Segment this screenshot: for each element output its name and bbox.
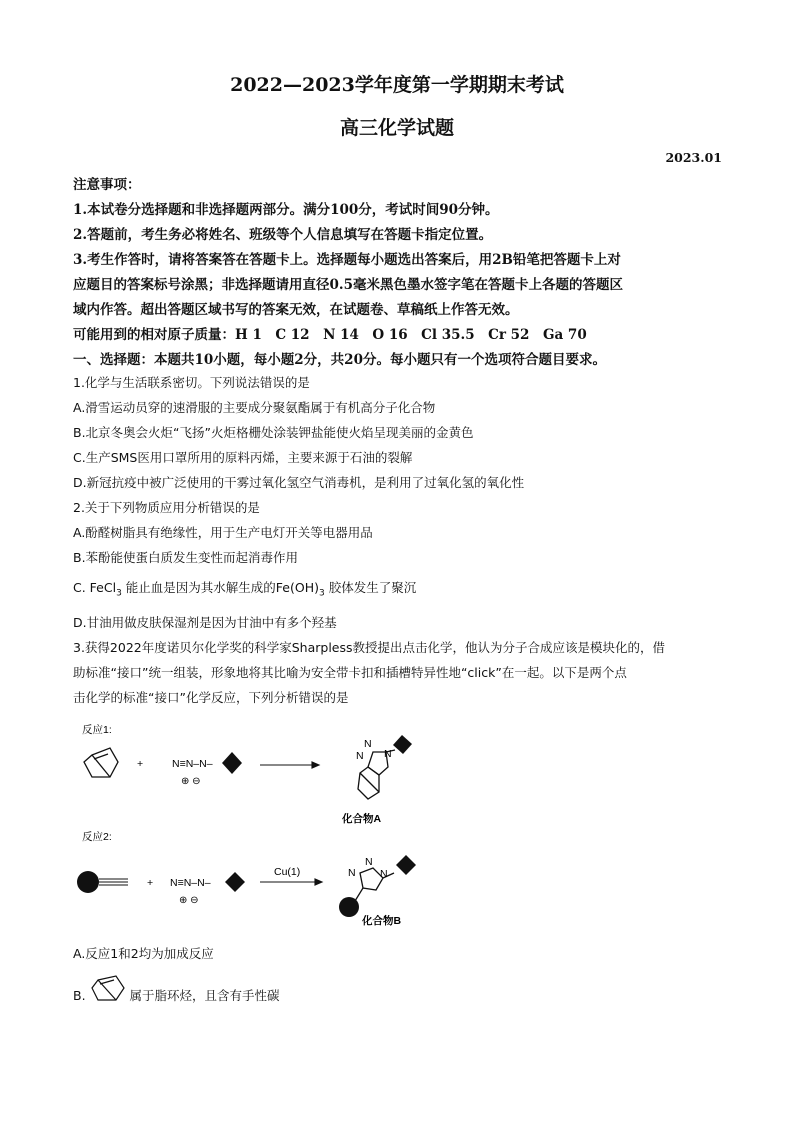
question-2-stem: 2.关于下列物质应用分析错误的是 — [73, 500, 260, 515]
hydroxide-group: (OH) — [289, 580, 319, 595]
notice-heading: 注意事项： — [73, 177, 141, 193]
question-1-option-d: D.新冠抗疫中被广泛使用的干雾过氧化氢空气消毒机，是利用了过氧化氢的氧化性 — [73, 475, 525, 490]
notice-item-2: 2.答题前，考生务必将姓名、班级等个人信息填写在答题卡指定位置。 — [73, 227, 493, 243]
question-1-option-a: A.滑雪运动员穿的速滑服的主要成分聚氨酯属于有机高分子化合物 — [73, 400, 436, 415]
norbornene-small-structure — [88, 974, 128, 1004]
atomic-masses: 可能用到的相对原子质量：H 1 C 12 N 14 O 16 Cl 35.5 Cr 52 Ga 70 — [73, 327, 587, 343]
compound-a-label: 化合物A — [342, 813, 382, 825]
compound-b-n2: N — [365, 856, 373, 868]
reaction-1 — [82, 723, 412, 825]
notice-item-3-line3: 域内作答。超出答题区域书写的答案无效，在试题卷、草稿纸上作答无效。 — [73, 302, 519, 318]
plus-sign-1: + — [137, 758, 144, 770]
question-2-option-a: A.酚醛树脂具有绝缘性，用于生产电灯开关等电器用品 — [73, 525, 373, 540]
subscript-3b: 3 — [318, 588, 325, 599]
notice-item-1: 1.本试卷分选择题和非选择题两部分。满分100分，考试时间90分钟。 — [73, 202, 499, 218]
catalyst-label: Cu(1) — [274, 866, 301, 878]
compound-b-structure — [355, 868, 394, 901]
compound-a-n2: N — [364, 738, 372, 750]
azide-charges-2: ⊕ ⊖ — [179, 895, 199, 906]
compound-b-n3: N — [380, 868, 388, 880]
option-c-middle: 能止血是因为其水解生成的Fe — [121, 580, 290, 595]
exam-title: 2022—2023学年度第一学期期末考试 — [230, 74, 564, 96]
question-1-option-c: C.生产SMS医用口罩所用的原料丙烯，主要来源于石油的裂解 — [73, 450, 413, 465]
reaction-1-label: 反应1: — [82, 724, 112, 736]
compound-a-n1: N — [356, 750, 364, 762]
subscript-3: 3 — [116, 588, 122, 599]
reaction-2-label: 反应2: — [82, 831, 112, 843]
arrow-2 — [260, 879, 322, 885]
azide-group-1: N≡N–N– — [172, 758, 213, 770]
question-2-option-c — [73, 578, 416, 599]
diamond-group-1 — [222, 752, 242, 774]
question-3-option-b — [73, 978, 280, 1010]
question-3-stem-line1: 3.获得2022年度诺贝尔化学奖的科学家Sharpless教授提出点击化学，他认为分子合成应该是模块化的，借 — [73, 640, 666, 655]
option-b-text: 属于脂环烃，且含有手性碳 — [129, 988, 280, 1003]
question-1-stem: 1.化学与生活联系密切。下列说法错误的是 — [73, 375, 310, 390]
notice-item-3-line1: 3.考生作答时，请将答案答在答题卡上。选择题每小题选出答案后，用2B铅笔把答题卡上对 — [73, 252, 621, 268]
notice-item-3-line2: 应题目的答案标号涂黑；非选择题请用直径0.5毫米黑色墨水签字笔在答题卡上各题的答题区 — [73, 277, 623, 293]
azide-group-2: N≡N–N– — [170, 877, 211, 889]
question-2-option-b: B.苯酚能使蛋白质发生变性而起消毒作用 — [73, 550, 299, 565]
compound-a-n3: N — [384, 748, 392, 760]
diamond-group-2 — [225, 872, 245, 892]
diamond-group-b — [396, 855, 416, 875]
option-c-suffix: 胶体发生了聚沉 — [324, 580, 417, 595]
reaction-2 — [77, 830, 416, 927]
exam-date: 2023.01 — [665, 150, 722, 165]
norbornene-structure — [84, 748, 118, 777]
question-1-option-b: B.北京冬奥会火炬“飞扬”火炬格栅处涂装钾盐能使火焰呈现美丽的金黄色 — [73, 425, 474, 440]
azide-charges-1: ⊕ ⊖ — [181, 776, 201, 787]
alkyne-bond — [99, 879, 128, 885]
compound-b-n1: N — [348, 867, 356, 879]
question-3-option-a: A.反应1和2均为加成反应 — [73, 946, 214, 961]
section-heading: 一、选择题：本题共10小题，每小题2分，共20分。每小题只有一个选项符合题目要求。 — [73, 352, 606, 368]
exam-subtitle: 高三化学试题 — [339, 117, 454, 139]
diamond-group-a — [393, 735, 412, 754]
option-b-label: B. — [73, 988, 86, 1003]
question-3-stem-line3: 击化学的标准“接口”化学反应，下列分析错误的是 — [73, 690, 349, 705]
question-2-option-d: D.甘油用做皮肤保湿剂是因为甘油中有多个羟基 — [73, 615, 337, 630]
option-c-prefix: C. FeCl — [73, 580, 117, 595]
compound-b-label: 化合物B — [362, 915, 402, 927]
ball-group — [77, 871, 99, 893]
question-3-stem-line2: 助标准“接口”统一组装，形象地将其比喻为安全带卡扣和插槽特异性地“click”在一起。以下是两个点 — [73, 665, 627, 680]
arrow-1 — [260, 762, 319, 768]
ball-group-b — [339, 897, 359, 917]
click-chemistry-scheme — [60, 715, 460, 940]
plus-sign-2: + — [147, 877, 154, 889]
